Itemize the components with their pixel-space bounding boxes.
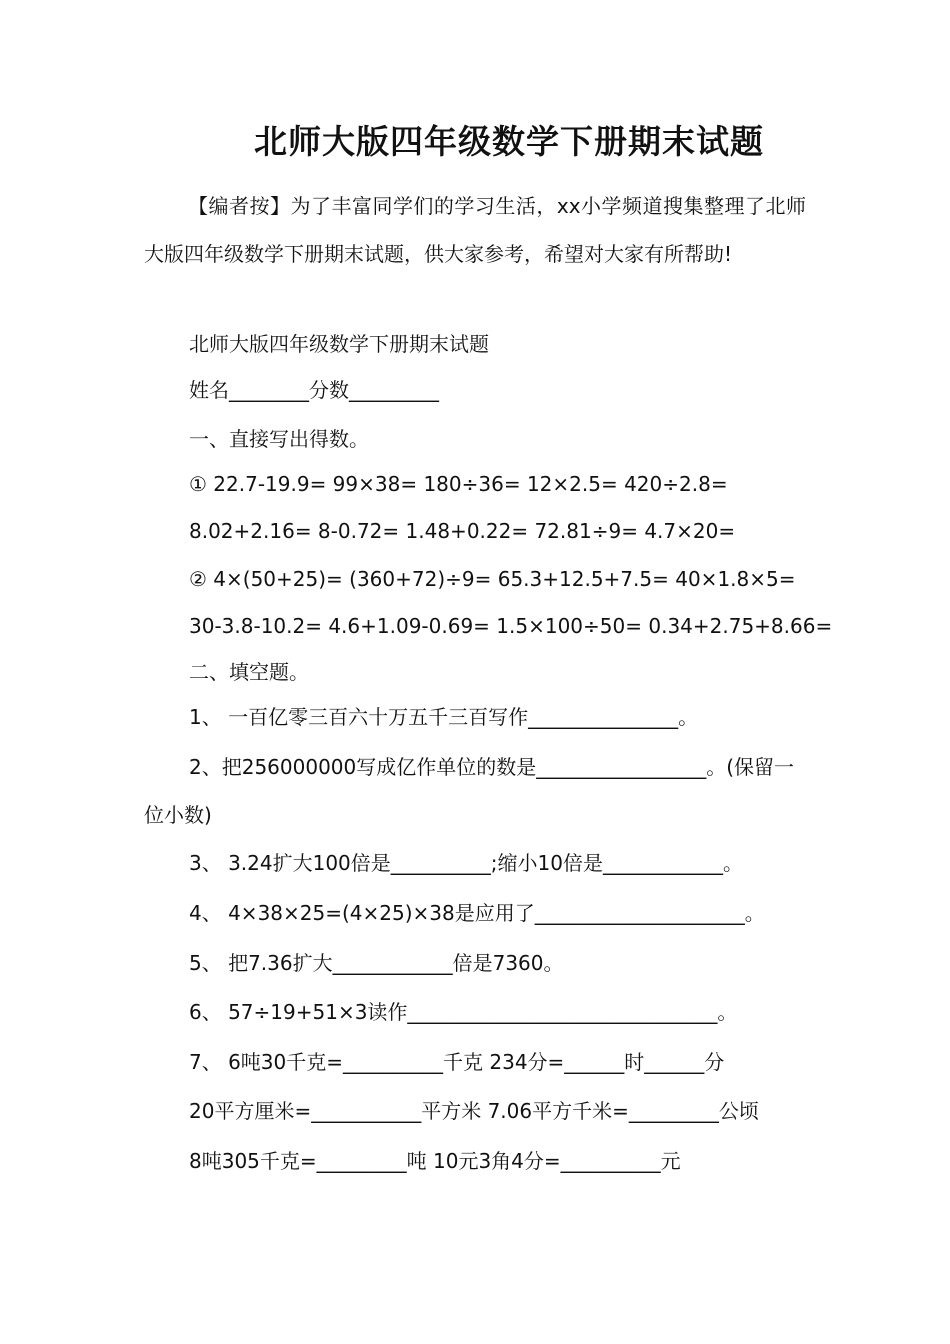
question-1: 1、 一百亿零三百六十万五千三百写作_______________。 <box>189 705 699 729</box>
question-7-line-3: 8吨305千克=_________吨 10元3角4分=__________元 <box>189 1149 681 1173</box>
name-score-line: 姓名________分数_________ <box>189 378 439 402</box>
section-2-heading: 二、填空题。 <box>189 660 309 684</box>
question-6: 6、 57÷19+51×3读作_______________________________。 <box>189 1000 738 1024</box>
section-1-heading: 一、直接写出得数。 <box>189 427 369 451</box>
calc-row-3: ② 4×(50+25)= (360+72)÷9= 65.3+12.5+7.5= 40×1.8×5= <box>189 567 796 591</box>
question-7-line-2: 20平方厘米=___________平方米 7.06平方千米=_________公顷 <box>189 1099 759 1123</box>
editor-note-paragraph: 【编者按】为了丰富同学们的学习生活，xx小学频道搜集整理了北师大版四年级数学下册期末试题，供大家参考，希望对大家有所帮助! <box>144 194 806 266</box>
document-title: 北师大版四年级数学下册期末试题 <box>254 122 764 161</box>
calc-row-2: 8.02+2.16= 8-0.72= 1.48+0.22= 72.81÷9= 4.7×20= <box>189 519 736 543</box>
calc-row-4: 30-3.8-10.2= 4.6+1.09-0.69= 1.5×100÷50= 0.34+2.75+8.66= <box>189 614 833 638</box>
calc-row-1: ① 22.7-19.9= 99×38= 180÷36= 12×2.5= 420÷2.8= <box>189 472 728 496</box>
question-3: 3、 3.24扩大100倍是__________;缩小10倍是____________。 <box>189 851 743 875</box>
question-5: 5、 把7.36扩大____________倍是7360。 <box>189 951 564 975</box>
question-7-line-1: 7、 6吨30千克=__________千克 234分=______时______分 <box>189 1050 725 1074</box>
question-2: 2、把256000000写成亿作单位的数是_________________。(保留一位小数) <box>144 755 795 827</box>
question-4: 4、 4×38×25=(4×25)×38是应用了_____________________。 <box>189 901 765 925</box>
exam-subtitle: 北师大版四年级数学下册期末试题 <box>189 332 489 356</box>
